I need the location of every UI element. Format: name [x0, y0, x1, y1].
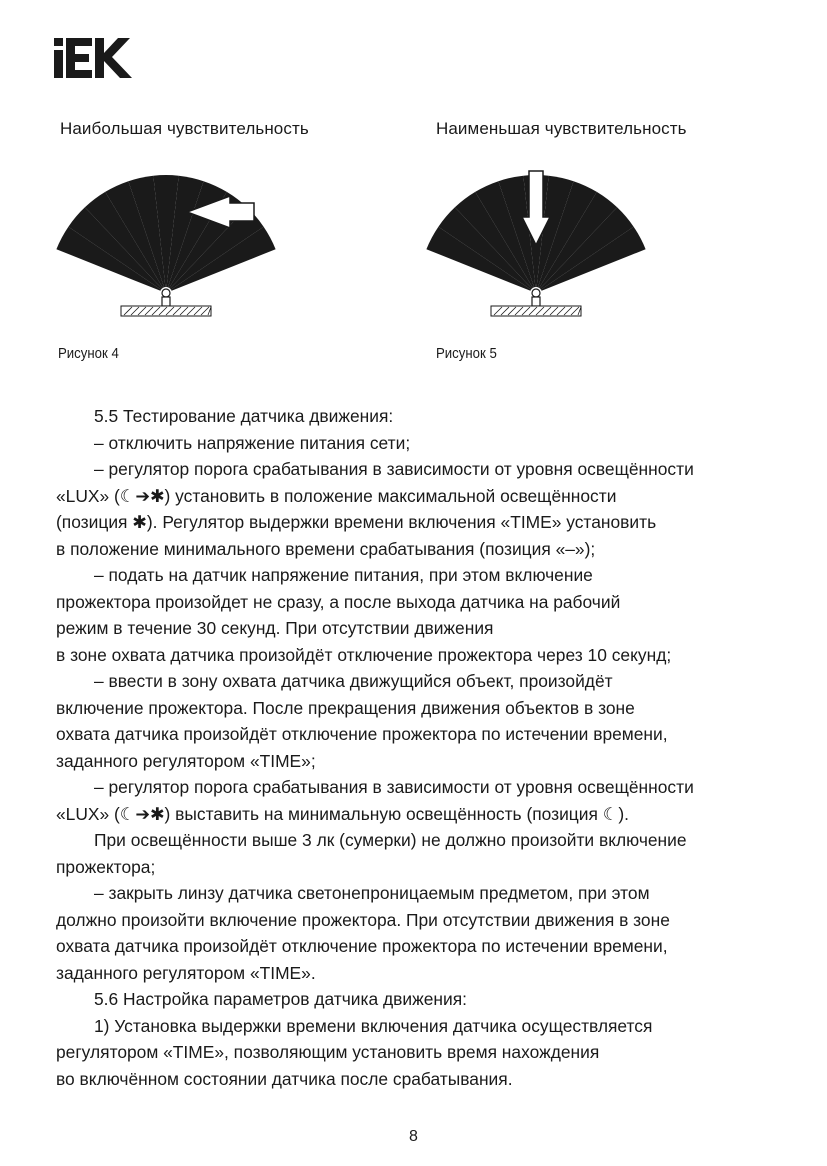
text-line: (позиция ✱). Регулятор выдержки времени включения «TIME» установить	[56, 512, 657, 532]
page-number: 8	[409, 1128, 418, 1145]
text-line: во включённом состоянии датчика после срабатывания.	[56, 1068, 513, 1089]
text-line: прожектора;	[56, 856, 156, 877]
text-line: заданного регулятором «TIME».	[56, 962, 316, 983]
text-line: режим в течение 30 секунд. При отсутствии движения	[56, 618, 494, 638]
text-line: прожектора произойдет не сразу, а после выхода датчика на рабочий	[56, 591, 621, 612]
figure-5-detection-fan	[426, 165, 646, 325]
sensor-icon	[532, 289, 540, 306]
text-line: «LUX» (☾➔✱) выставить на минимальную освещённость (позиция ☾).	[56, 803, 629, 824]
iek-logo	[54, 38, 134, 78]
figure-4-detection-fan	[56, 165, 276, 325]
figure-5-caption: Рисунок 5	[436, 345, 497, 362]
text-line: включение прожектора. После прекращения движения объектов в зоне	[56, 697, 635, 718]
text-line: – регулятор порога срабатывания в зависимости от уровня освещённости	[94, 459, 694, 479]
text-line: – закрыть линзу датчика светонепроницаемым предметом, при этом	[94, 883, 650, 903]
text-line: в зоне охвата датчика произойдёт отключение прожектора через 10 секунд;	[56, 644, 672, 665]
text-line: 5.6 Настройка параметров датчика движения:	[94, 989, 467, 1009]
text-line: заданного регулятором «TIME»;	[56, 750, 316, 771]
figure-5-title: Наименьшая чувствительность	[436, 119, 687, 138]
text-line: 1) Установка выдержки времени включения датчика осуществляется	[94, 1015, 653, 1036]
text-line: – отключить напряжение питания сети;	[94, 432, 411, 453]
text-line: – ввести в зону охвата датчика движущийся объект, произойдёт	[94, 671, 613, 691]
sensor-icon	[162, 289, 170, 306]
text-line: в положение минимального времени срабатывания (позиция «–»);	[56, 538, 596, 559]
text-line: регулятором «TIME», позволяющим установить время нахождения	[56, 1042, 600, 1062]
text-line: «LUX» (☾➔✱) установить в положение максимальной освещённости	[56, 485, 617, 506]
text-line: – подать на датчик напряжение питания, при этом включение	[94, 565, 593, 585]
text-line: – регулятор порога срабатывания в зависимости от уровня освещённости	[94, 777, 694, 797]
text-line: 5.5 Тестирование датчика движения:	[94, 406, 394, 426]
text-line: охвата датчика произойдёт отключение прожектора по истечении времени,	[56, 936, 668, 956]
detection-zone-fan	[56, 175, 275, 291]
text-line: должно произойти включение прожектора. При отсутствии движения в зоне	[56, 909, 670, 930]
mounting-surface	[491, 306, 581, 316]
figure-4-title: Наибольшая чувствительность	[60, 119, 309, 138]
figure-4-caption: Рисунок 4	[58, 345, 119, 362]
body-text	[56, 403, 786, 1092]
mounting-surface	[121, 306, 211, 316]
text-line: охвата датчика произойдёт отключение прожектора по истечении времени,	[56, 724, 668, 744]
text-line: При освещённости выше 3 лк (сумерки) не должно произойти включение	[94, 830, 687, 850]
